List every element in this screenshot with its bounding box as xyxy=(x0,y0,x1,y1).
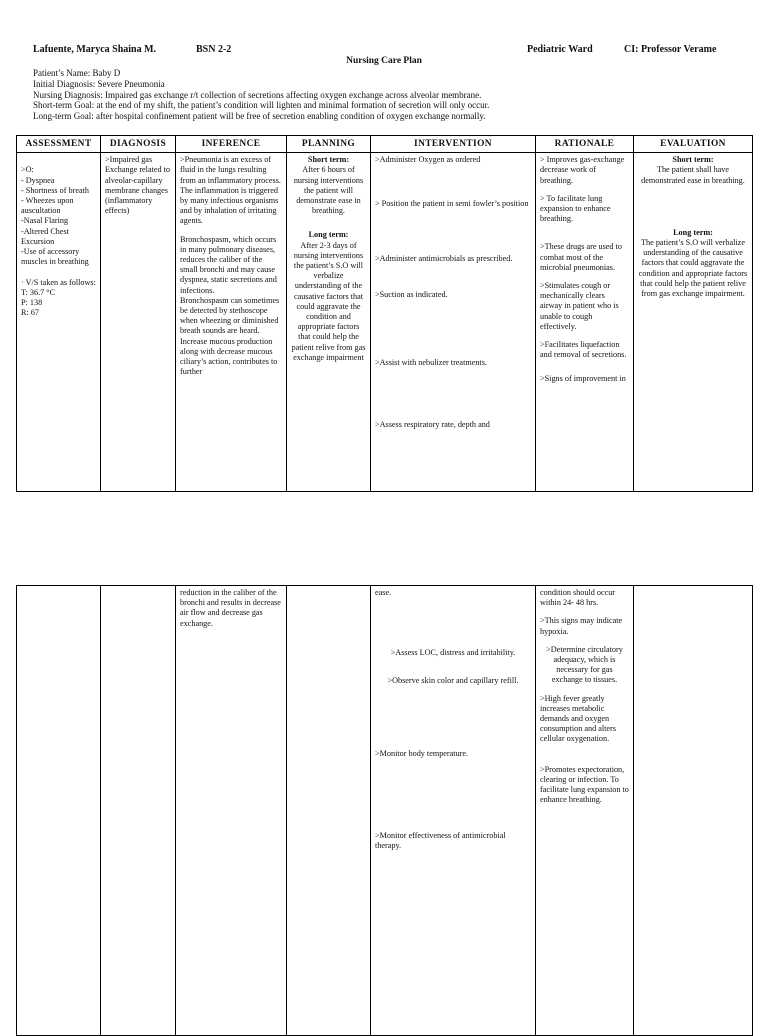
col-diagnosis: DIAGNOSIS xyxy=(101,136,176,153)
intervention-item: >Observe skin color and capillary refill. xyxy=(387,676,519,686)
intervention-item: >Monitor body temperature. xyxy=(375,748,469,758)
planning-long-label: Long term: xyxy=(308,230,349,240)
planning-long-text: After 2-3 days of nursing interventions the patient’s S.O will verbalize understanding of the causative factors that could aggravate the condition and appropriate factors that could help the patient relive from gas exchange impairment xyxy=(291,240,366,362)
rationale-item: > To facilitate lung expansion to enhance breathing. xyxy=(540,193,611,224)
evaluation-long-label: Long term: xyxy=(673,227,713,237)
intervention-item: >Suction as indicated. xyxy=(375,289,448,299)
rationale-item: >High fever greatly increases metabolic demands and oxygen consumption and alters cellular oxygenation. xyxy=(540,693,616,744)
evaluation-cell xyxy=(634,586,753,1036)
col-intervention: INTERVENTION xyxy=(371,136,536,153)
evaluation-short-label: Short term: xyxy=(672,155,714,165)
section-label: BSN 2-2 xyxy=(196,44,232,55)
table-header-row xyxy=(17,136,753,153)
intervention-item: >Assess LOC, distress and irritability. xyxy=(390,648,516,658)
rationale-item: > Improves gas-exchange decrease work of breathing. xyxy=(540,155,625,185)
rationale-item: >Facilitates liquefaction and removal of secretions. xyxy=(540,340,627,360)
long-term-goal: Long-term Goal: after hospital confinement patient will be free of secretion enabling condition of oxygen exchange normally. xyxy=(33,111,486,122)
intervention-item: ease. xyxy=(375,588,392,597)
rationale-item: >This signs may indicate hypoxia. xyxy=(540,616,623,636)
col-planning: PLANNING xyxy=(287,136,371,153)
assessment-cell: >O: - Dyspnea - Shortness of breath - Wheezes upon auscultation -Nasal Flaring -Altered Chest Excursion -Use of accessory muscles in breathing · V/S taken as follows: T: 36.7 °C P: 138 R: 67 xyxy=(21,165,96,318)
initial-diagnosis: Initial Diagnosis: Severe Pneumonia xyxy=(33,78,165,89)
assessment-cell xyxy=(17,586,101,1036)
inference-paragraph: Bronchospasm, which occurs in many pulmonary diseases, reduces the caliber of the small bronchi and may cause dyspnea, static secretions and infections. xyxy=(180,234,277,295)
rationale-item: condition should occur within 24- 48 hrs. xyxy=(540,588,616,608)
inference-cell xyxy=(176,586,287,1036)
patient-info xyxy=(33,68,753,122)
inference-paragraph: >Pneumonia is an excess of fluid in the lungs resulting from an inflammatory process. The inflammation is triggered by many infectious organisms and by inhalation of irritating agents. xyxy=(180,155,281,226)
intervention-item: >Assist with nebulizer treatments. xyxy=(375,358,487,368)
planning-short-text: After 6 hours of nursing interventions the patient will demonstrate ease in breathing. xyxy=(293,165,364,216)
intervention-cell xyxy=(371,153,536,492)
rationale-cell xyxy=(536,586,634,1036)
short-term-goal: Short-term Goal: at the end of my shift, the patient’s condition will lighten and minimal formation of secretion will only occur. xyxy=(33,100,490,111)
nursing-diagnosis: Nursing Diagnosis: Impaired gas exchange r/t collection of secretions affecting oxygen exchange across alveolar membrane. xyxy=(33,89,482,100)
patient-name: Patient’s Name: Baby D xyxy=(33,68,121,78)
col-assessment: ASSESSMENT xyxy=(17,136,101,153)
rationale-item: >Signs of improvement in xyxy=(540,374,626,384)
diagnosis-cell xyxy=(101,586,176,1036)
rationale-item: >Stimulates cough or mechanically clears airway in patient who is unable to cough effectively. xyxy=(540,281,619,331)
inference-paragraph: reduction in the caliber of the bronchi and results in decrease air flow and decrease gas exchange. xyxy=(180,588,281,628)
planning-cell xyxy=(287,586,371,1036)
clinical-instructor: CI: Professor Verame xyxy=(624,44,717,55)
intervention-item: >Administer Oxygen as ordered xyxy=(375,155,481,165)
table-row xyxy=(17,586,753,1036)
evaluation-long-text: The patient’s S.O will verbalize understanding of the causative factors that could aggravate the condition and appropriate factors that could help the patient relive from gas exchange impairment. xyxy=(638,238,748,299)
inference-paragraph: Bronchospasm can sometimes be detected by stethoscope when wheezing or diminished breath sounds are heard. Increase mucous production along with decrease mucous ciliary’s action, contributes to further xyxy=(180,295,280,377)
care-plan-table-page2 xyxy=(16,585,753,1036)
intervention-item: >Administer antimicrobials as prescribed. xyxy=(375,253,513,263)
intervention-item: > Position the patient in semi fowler’s position xyxy=(375,199,529,209)
col-evaluation: EVALUATION xyxy=(634,136,753,153)
document-title: Nursing Care Plan xyxy=(346,56,422,66)
care-plan-table-page1 xyxy=(16,135,753,492)
evaluation-cell xyxy=(634,153,753,492)
table-row xyxy=(17,153,753,492)
intervention-item: >Assess respiratory rate, depth and xyxy=(375,420,490,430)
rationale-item: >Promotes expectoration, clearing or infection. To facilitate lung expansion to enhance breathing. xyxy=(540,764,629,805)
intervention-cell xyxy=(371,586,536,1036)
evaluation-short-text: The patient shall have demonstrated ease in breathing. xyxy=(641,165,745,185)
rationale-cell xyxy=(536,153,634,492)
diagnosis-cell: >Impaired gas Exchange related to alveolar-capillary membrane changes (inflammatory effects) xyxy=(105,155,171,216)
student-name: Lafuente, Maryca Shaina M. xyxy=(33,44,157,55)
ward-label: Pediatric Ward xyxy=(527,44,593,55)
planning-cell xyxy=(287,153,371,492)
inference-cell xyxy=(176,153,287,492)
col-inference: INFERENCE xyxy=(176,136,287,153)
planning-short-label: Short term: xyxy=(307,155,350,165)
rationale-item: >These drugs are used to combat most of the microbial pneumonias. xyxy=(540,242,622,272)
rationale-item: >Determine circulatory adequacy, which is necessary for gas exchange to tissues. xyxy=(546,644,623,685)
col-rationale: RATIONALE xyxy=(536,136,634,153)
intervention-item: >Monitor effectiveness of antimicrobial therapy. xyxy=(375,830,506,851)
